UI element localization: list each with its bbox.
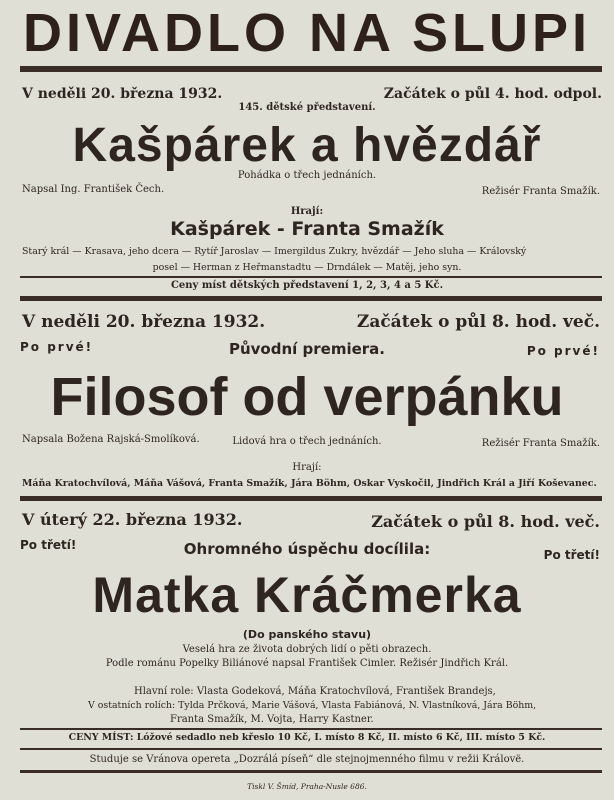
show3-success: Ohromného úspěchu docílila: <box>183 540 431 558</box>
show2-author: Napsala Božena Rajská-Smolíková. <box>22 434 200 445</box>
show3-start: Začátek o půl 8. hod. več. <box>371 512 600 531</box>
show1-director: Režisér Franta Smažík. <box>481 186 600 197</box>
printer-note: Tiskl V. Šmíd, Praha-Nusle 686. <box>247 782 367 791</box>
show3-other-roles-1: V ostatních rolích: Tylda Prčková, Marie Vášová, Vlasta Fabiánová, N. Vlastníková, Jára Böhm, <box>88 700 537 711</box>
show1-roles-line1: Starý král — Krasava, jeho dcera — Rytíř Jaroslav — Imergildus Zukry, hvězdář — Jeho sluha — Královský <box>22 246 527 257</box>
show2-cast-heading: Hrají: <box>292 462 322 473</box>
show1-roles-line2: posel — Herman z Heřmanstadtu — Drndálek — Matěj, jeho syn. <box>152 262 462 273</box>
show3-prices: CENY MÍST: Lóžové sedadlo neb křeslo 10 Kč, I. místo 8 Kč, II. místo 6 Kč, III. místo 5 Kč. <box>68 732 546 743</box>
show3-badge-right: Po třetí! <box>543 548 600 562</box>
show3-main-roles: Hlavní role: Vlasta Godeková, Máňa Kratochvílová, František Brandejs, <box>134 686 496 697</box>
show3-date: V úterý 22. března 1932. <box>22 510 243 529</box>
show1-genre: Pohádka o třech jednáních. <box>237 170 377 181</box>
show1-cast-heading: Hrají: <box>290 206 324 217</box>
show3-rehearsal: Studuje se Vránova opereta „Dozrálá píseň“ dle stejnojmenného filmu v režii Královë. <box>89 754 525 765</box>
poster-title: DIVADLO NA SLUPI <box>22 3 591 63</box>
show3-genre: Veselá hra ze života dobrých lidí o pěti obrazech. <box>182 644 432 655</box>
show2-badge-left: Po prvé! <box>20 340 94 354</box>
show2-premiere: Původní premiera. <box>228 340 385 358</box>
show1-title: Kašpárek a hvězdář <box>72 119 542 172</box>
show1-start: Začátek o půl 4. hod. odpol. <box>383 86 602 102</box>
show3-subtitle: (Do panského stavu) <box>242 628 372 641</box>
divider <box>20 748 602 750</box>
show2-badge-right: Po prvé! <box>526 344 600 358</box>
show2-director: Režisér Franta Smažík. <box>481 438 600 449</box>
divider <box>20 728 602 730</box>
show2-title: Filosof od verpánku <box>50 367 564 427</box>
show1-note: 145. dětské představení. <box>238 102 376 113</box>
show2-cast: Máňa Kratochvílová, Máňa Vášová, Franta Smažík, Jára Böhm, Oskar Vyskočil, Jindřich Král a Jiří Koševanec. <box>22 478 597 489</box>
show2-genre: Lidová hra o třech jednáních. <box>232 436 382 447</box>
show3-title: Matka Kráčmerka <box>92 567 522 623</box>
show1-prices: Ceny míst dětských představení 1, 2, 3, 4 a 5 Kč. <box>170 280 444 291</box>
show2-start: Začátek o půl 8. hod. več. <box>356 312 600 332</box>
show3-source: Podle románu Popelky Biliánové napsal František Cimler. Režisér Jindřich Král. <box>105 658 509 669</box>
show3-badge-left: Po třetí! <box>20 538 77 552</box>
show1-lead: Kašpárek - Franta Smažík <box>170 218 444 240</box>
divider <box>20 276 602 278</box>
divider <box>20 496 602 501</box>
show2-date: V neděli 20. března 1932. <box>22 312 266 332</box>
divider <box>20 296 602 301</box>
divider <box>20 770 602 773</box>
show3-other-roles-2: Franta Smažík, M. Vojta, Harry Kastner. <box>170 714 374 725</box>
divider <box>20 66 602 72</box>
show1-author: Napsal Ing. František Čech. <box>22 184 165 195</box>
show1-date: V neděli 20. března 1932. <box>22 86 223 102</box>
